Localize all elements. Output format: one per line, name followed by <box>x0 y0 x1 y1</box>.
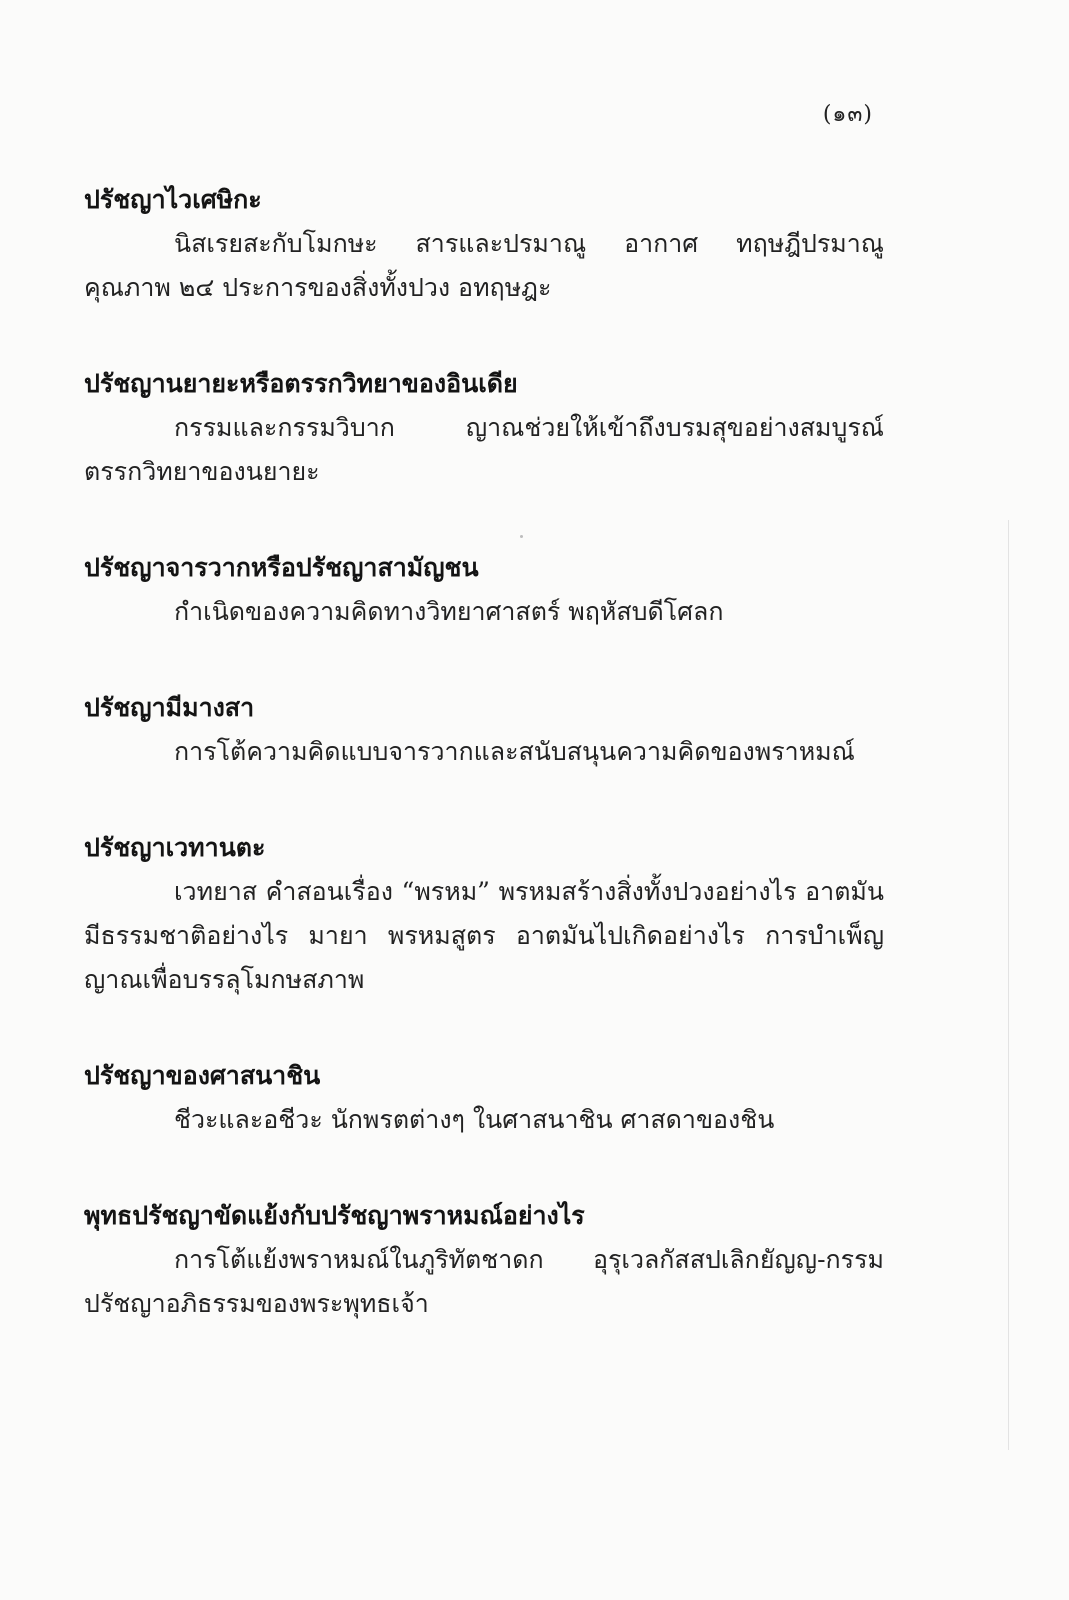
section-body: กรรมและกรรมวิบาก ญาณช่วยให้เข้าถึงบรมสุขอย่างสมบูรณ์ ตรรกวิทยาของนยายะ <box>84 413 884 486</box>
section-title: ปรัชญาของศาสนาชิน <box>84 1061 321 1090</box>
section-body: เวทยาส คำสอนเรื่อง “พรหม” พรหมสร้างสิ่งทั้งปวงอย่างไร อาตมันมีธรรมชาติอย่างไร มายา พรหมสูตร อาตมันไปเกิดอย่างไร การบำเพ็ญญาณเพื่อบรรลุโมกษสภาพ <box>84 877 884 994</box>
section-title: ปรัชญาจารวากหรือปรัชญาสามัญชน <box>84 553 479 582</box>
section-title: ปรัชญาไวเศษิกะ <box>84 185 262 214</box>
scan-speck <box>520 535 523 538</box>
section-title: ปรัชญาเวทานตะ <box>84 833 266 862</box>
section-buddhism-vs-brahmanism <box>84 1194 884 1326</box>
section-body: การโต้แย้งพราหมณ์ในภูริทัตชาดก อุรุเวลกัสสปเลิกยัญญ-กรรม ปรัชญาอภิธรรมของพระพุทธเจ้า <box>84 1245 884 1318</box>
page-number: (๑๓) <box>822 102 873 127</box>
scan-margin-line <box>1008 520 1009 1450</box>
section-body: การโต้ความคิดแบบจารวากและสนับสนุนความคิดของพราหมณ์ <box>174 737 855 766</box>
section-vedanta <box>84 826 884 1002</box>
section-body: กำเนิดของความคิดทางวิทยาศาสตร์ พฤหัสบดีโศลก <box>174 597 724 626</box>
section-mimamsa <box>84 686 884 774</box>
section-charvaka <box>84 546 884 634</box>
section-list <box>84 178 884 1378</box>
section-title: พุทธปรัชญาขัดแย้งกับปรัชญาพราหมณ์อย่างไร <box>84 1201 585 1230</box>
section-jainism <box>84 1054 884 1142</box>
section-body: ชีวะและอชีวะ นักพรตต่างๆ ในศาสนาชิน ศาสดาของชิน <box>174 1105 775 1134</box>
section-title: ปรัชญามีมางสา <box>84 693 255 722</box>
section-title: ปรัชญานยายะหรือตรรกวิทยาของอินเดีย <box>84 369 518 398</box>
section-nyaya <box>84 362 884 494</box>
section-vaisheshika <box>84 178 884 310</box>
section-body: นิสเรยสะกับโมกษะ สารและปรมาณู อากาศ ทฤษฎีปรมาณู คุณภาพ ๒๔ ประการของสิ่งทั้งปวง อทฤษฎะ <box>84 229 884 302</box>
